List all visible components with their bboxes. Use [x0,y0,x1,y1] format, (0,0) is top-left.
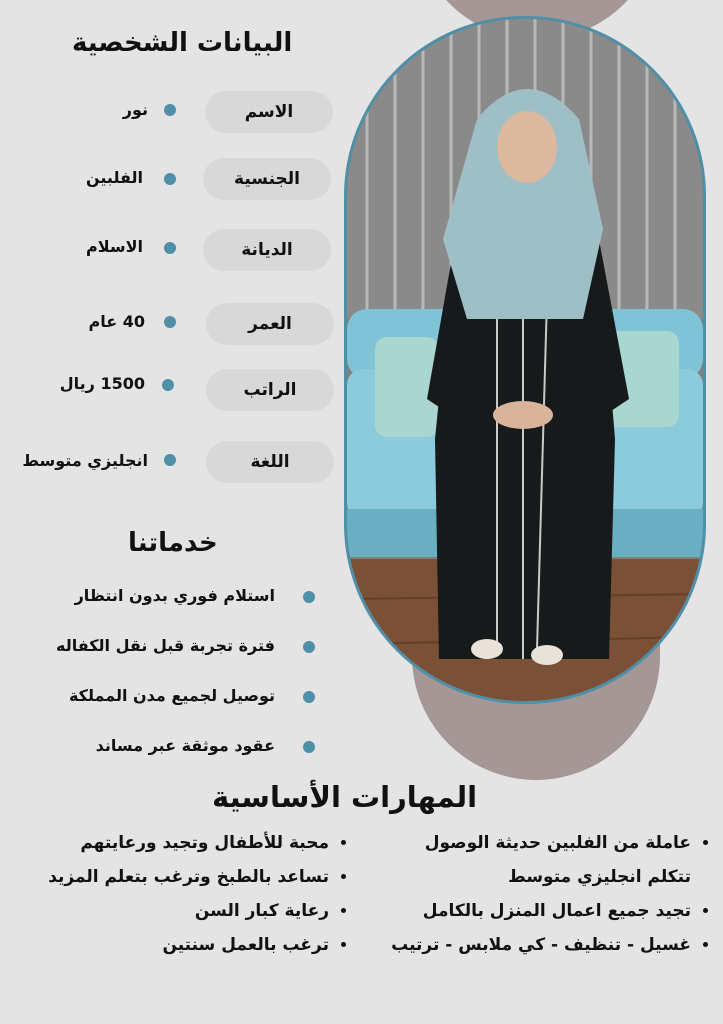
value-salary: 1500 ريال [59,374,145,393]
service-item: فترة تجربة قبل نقل الكفاله [55,636,275,655]
service-item: استلام فوري بدون انتظار [74,586,275,605]
skill-item: • تجيد جميع اعمال المنزل بالكامل [385,894,691,928]
service-item: عقود موثقة عبر مساند [95,736,275,755]
skill-item: • ترغب بالعمل سنتين [13,928,329,962]
label-salary: الراتب [206,369,334,411]
skill-item: • رعاية كبار السن [13,894,329,928]
label-nationality: الجنسية [203,158,331,200]
skills-title: المهارات الأساسية [212,780,478,814]
services-title: خدماتنا [128,528,218,558]
label-age: العمر [206,303,334,345]
value-name: نور [122,100,148,119]
service-item: توصيل لجميع مدن المملكة [68,686,275,705]
skill-item: • عاملة من الفلبين حديثة الوصول تتكلم انجليزي متوسط [385,826,691,894]
skill-item: • محبة للأطفال وتجيد ورعايتهم [13,826,329,860]
skills-list-right [385,826,715,962]
value-religion: الاسلام [85,237,143,256]
bullet-dot [164,316,176,328]
bullet-dot [164,173,176,185]
skill-item: • تساعد بالطبخ وترغب بتعلم المزيد [13,860,329,894]
value-language: انجليزي متوسط [22,451,148,470]
personal-info-title: البيانات الشخصية [72,28,293,58]
bullet-dot [303,591,315,603]
bullet-dot [164,104,176,116]
bullet-dot [164,454,176,466]
value-age: 40 عام [88,312,145,331]
bullet-dot [162,379,174,391]
bullet-dot [303,641,315,653]
label-religion: الديانة [203,229,331,271]
bullet-dot [164,242,176,254]
value-nationality: الفلبين [86,168,143,187]
label-name: الاسم [205,91,333,133]
bullet-dot [303,691,315,703]
skill-item: • غسيل - تنظيف - كي ملابس - ترتيب [385,928,691,962]
worker-photo [344,16,706,704]
bullet-dot [303,741,315,753]
skills-list-left [13,826,353,962]
label-language: اللغة [206,441,334,483]
